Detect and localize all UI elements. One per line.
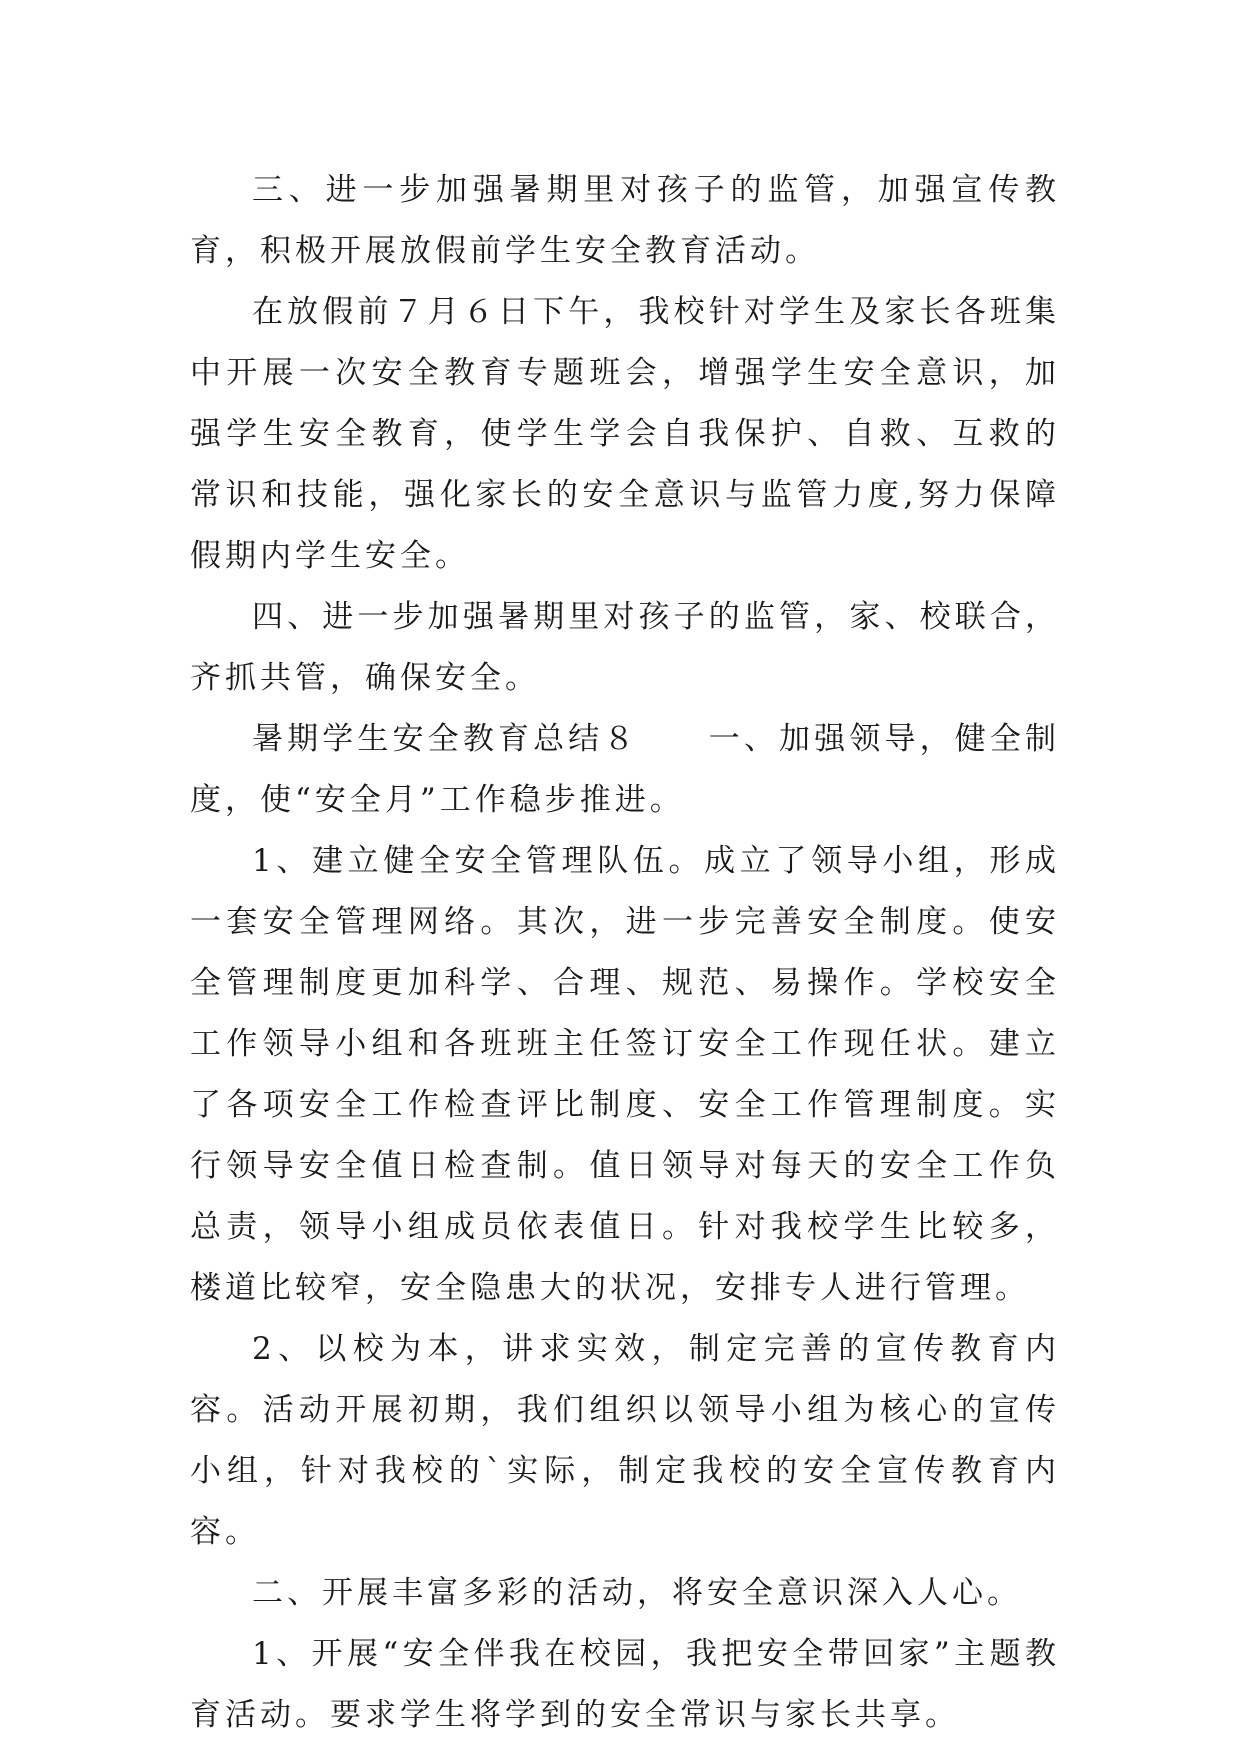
paragraph-item-one-team: 1、建立健全安全管理队伍。成立了领导小组，形成一套安全管理网络。其次，进一步完善安全制度。使安全管理制度更加科学、合理、规范、易操作。学校安全工作领导小组和各班班主任签订安全工作现任状。建立了各项安全工作检查评比制度、安全工作管理制度。实行领导安全值日检查制。值日领导对每天的安全工作负总责，领导小组成员依表值日。针对我校学生比较多，楼道比较窄，安全隐患大的状况，安排专人进行管理。: [190, 843, 1060, 1306]
paragraph-item-one-theme: 1、开展“安全伴我在校园，我把安全带回家”主题教育活动。要求学生将学到的安全常识与家长共享。: [190, 1636, 1060, 1733]
paragraph-summary-eight: 暑期学生安全教育总结８ 一、加强领导，健全制度，使“安全月”工作稳步推进。: [190, 721, 1060, 818]
paragraph-class-meeting: 在放假前７月６日下午，我校针对学生及家长各班集中开展一次安全教育专题班会，增强学生安全意识，加强学生安全教育，使学生学会自我保护、自救、互救的常识和技能，强化家长的安全意识与监管力度,努力保障假期内学生安全。: [190, 294, 1060, 574]
paragraph-section-two-activities: 二、开展丰富多彩的活动，将安全意识深入人心。: [252, 1575, 1022, 1611]
paragraph-item-two-content: 2、以校为本，讲求实效，制定完善的宣传教育内容。活动开展初期，我们组织以领导小组为核心的宣传小组，针对我校的`实际，制定我校的安全宣传教育内容。: [190, 1331, 1060, 1550]
paragraph-section-four: 四、进一步加强暑期里对孩子的监管，家、校联合，齐抓共管，确保安全。: [190, 599, 1060, 696]
document-body: [190, 160, 1060, 1746]
paragraph-section-three: 三、进一步加强暑期里对孩子的监管，加强宣传教育，积极开展放假前学生安全教育活动。: [190, 172, 1060, 269]
